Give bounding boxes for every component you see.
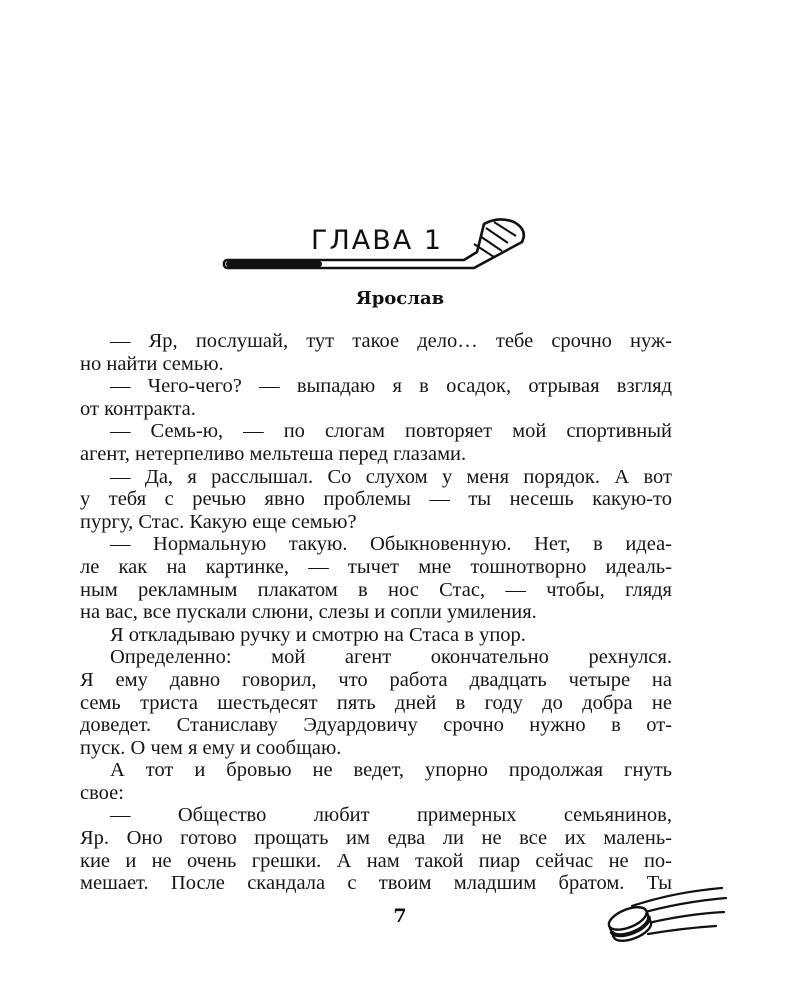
text-line: — Семь-ю, — по слогам повторяет мой спортивный — [110, 420, 672, 443]
text-line: доведет. Станиславу Эдуардовичу срочно нужно в от- — [80, 714, 672, 737]
text-line: мешает. После скандала с твоим младшим братом. Ты — [80, 872, 672, 895]
text-line: — Яр, послушай, тут такое дело… тебе срочно нуж- — [110, 330, 672, 352]
text-line: свое: — [80, 781, 124, 804]
text-line: но найти семью. — [80, 352, 224, 375]
text-line: — Чего-чего? — выпадаю я в осадок, отрывая взгляд — [110, 375, 672, 398]
chapter-subtitle: Ярослав — [355, 288, 445, 309]
text-line: семь триста шестьдесят пять дней в году до добра не — [80, 691, 672, 714]
hockey-puck-icon — [604, 884, 730, 946]
text-line: — Общество любит примерных семьянинов, — [110, 804, 672, 827]
text-line: — Нормальную такую. Обыкновенную. Нет, в идеа- — [110, 533, 672, 556]
text-line: ным рекламным плакатом в нос Стас, — чтобы, глядя — [80, 578, 672, 601]
text-line: Яр. Оно готово прощать им едва ли не все их малень- — [80, 827, 672, 850]
chapter-title: ГЛАВА 1 — [311, 225, 443, 256]
text-line: Определенно: мой агент окончательно рехнулся. — [110, 646, 672, 669]
text-line: Я ему давно говорил, что работа двадцать четыре на — [80, 668, 672, 691]
page-number: 7 — [393, 905, 407, 927]
text-line: у тебя с речью явно проблемы — ты несешь какую-то — [80, 488, 672, 511]
text-line: пуск. О чем я ему и сообщаю. — [80, 736, 342, 759]
text-line: на вас, все пускали слюни, слезы и сопли умиления. — [80, 601, 537, 624]
text-line: от контракта. — [80, 397, 196, 420]
text-line: Я откладываю ручку и смотрю на Стаса в упор. — [110, 623, 526, 646]
text-line: пургу, Стас. Какую еще семью? — [80, 510, 357, 533]
body-text — [80, 330, 672, 895]
text-line: агент, нетерпеливо мельтеша перед глазами. — [80, 442, 467, 465]
text-line: А тот и бровью не ведет, упорно продолжая гнуть — [110, 759, 672, 782]
text-line: кие и не очень грешки. А нам такой пиар сейчас не по- — [80, 849, 672, 872]
text-line: — Да, я расслышал. Со слухом у меня порядок. А вот — [110, 465, 672, 488]
text-line: ле как на картинке, — тычет мне тошнотворно идеаль- — [80, 555, 672, 578]
